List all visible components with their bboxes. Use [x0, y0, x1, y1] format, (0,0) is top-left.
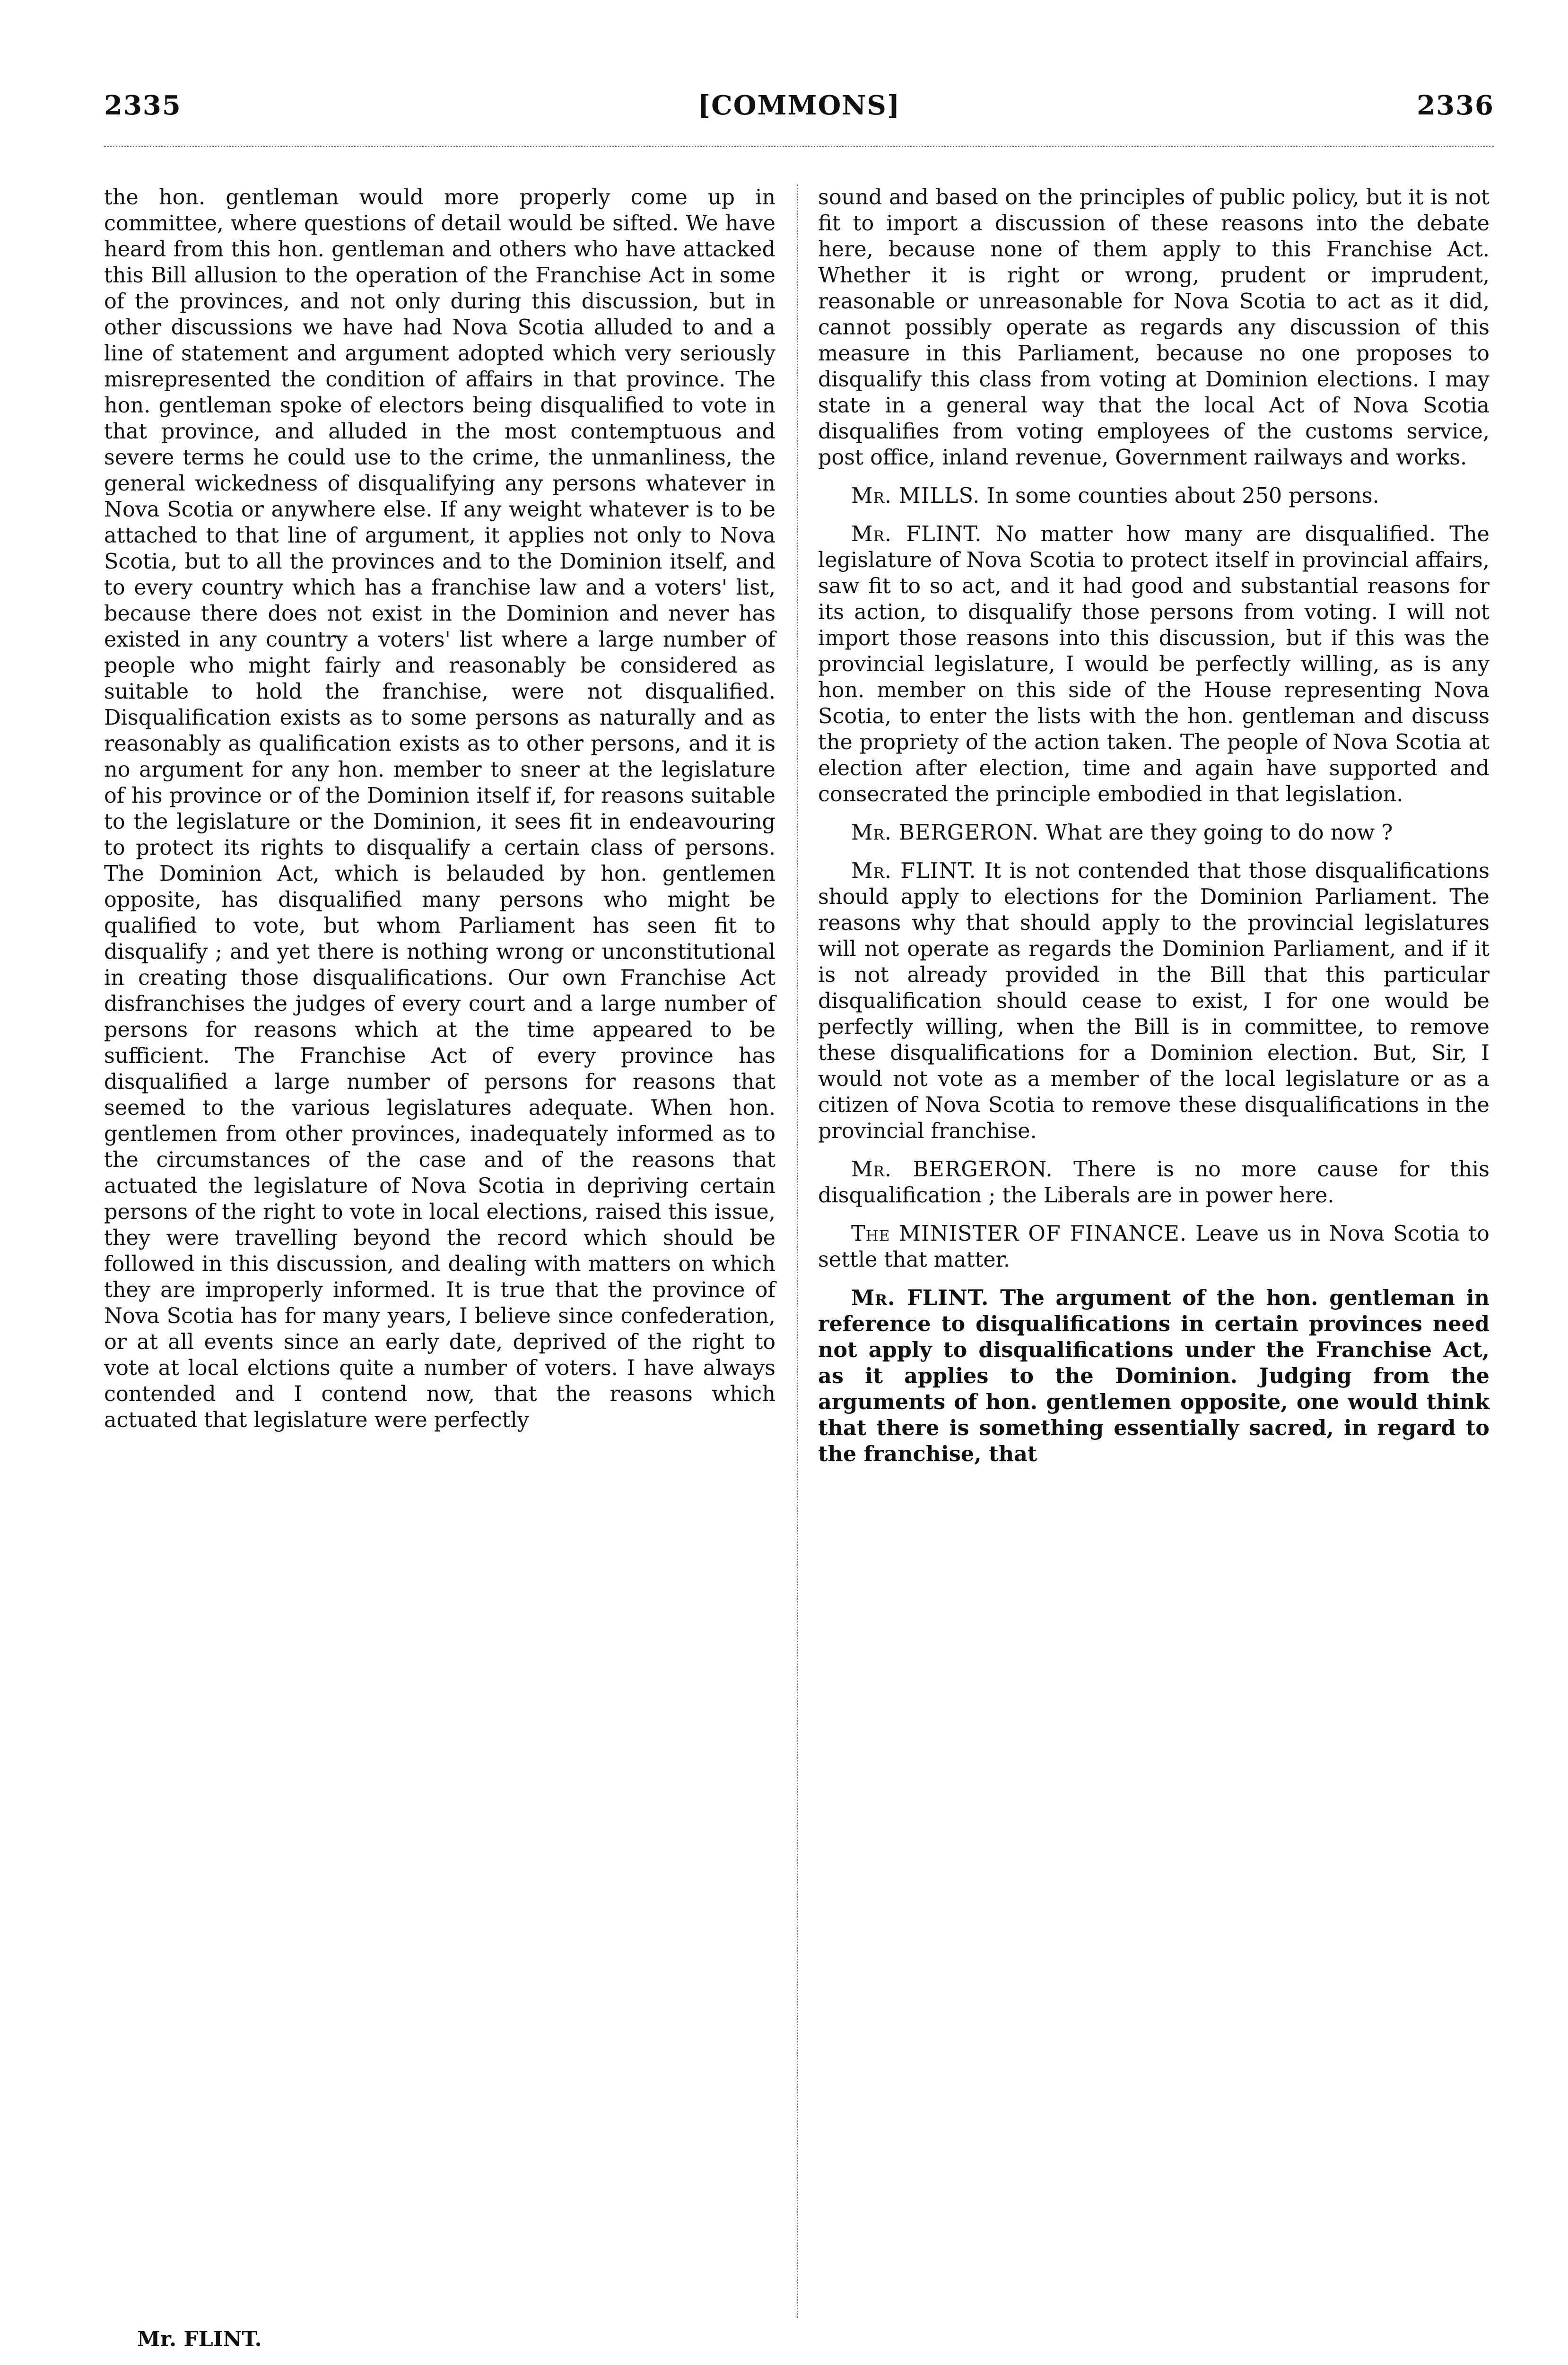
speech-text: There is no more cause for this disqualification ; the Liberals are in power here.	[818, 1157, 1490, 1208]
speech-text: What are they going to do now ?	[1045, 821, 1393, 845]
left-paragraph-1: the hon. gentleman would more properly come up in committee, where questions of detail would be sifted. We have heard from this hon. gentleman and others who have attacked this Bill allusion to the operation of the Franchise Act in some of the provinces, and not only during this discussion, but in other discussions we have had Nova Scotia alluded to and a line of statement and argument adopted which very seriously misrepresented the condition of affairs in that province. The hon. gentleman spoke of electors being disqualified to vote in that province, and alluded in the most contemptuous and severe terms he could use to the crime, the unmanliness, the general wickedness of disqualifying any persons whatever in Nova Scotia or anywhere else. If any weight whatever is to be attached to that line of argument, it applies not only to Nova Scotia, but to all the provinces and to the Dominion itself, and to every country which has a franchise law and a voters' list, because there does not exist in the Dominion and never has existed in any country a voters' list where a large number of people who might fairly and reasonably be considered as suitable to hold the franchise, were not disqualified. Disqualification exists as to some persons as naturally and as reasonably as qualification exists as to other persons, and it is no argument for any hon. member to sneer at the legislature of his province or of the Dominion itself if, for reasons suitable to the legislature or the Dominion, it sees fit in endeavouring to protect its rights to disqualify a certain class of persons. The Dominion Act, which is belauded by hon. gentlemen opposite, has disqualified many persons who might be qualified to vote, but whom Parliament has seen fit to disqualify ; and yet there is nothing wrong or unconstitutional in creating those disqualifications. Our own Franchise Act disfranchises the judges of every court and a large number of persons for reasons which at the time appeared to be sufficient. The Franchise Act of every province has disqualified a large number of persons for reasons that seemed to the various legislatures adequate. When hon. gentlemen from other provinces, inadequately informed as to the circumstances of the case and of the reasons that actuated the legislature of Nova Scotia in depriving certain persons of the right to vote in local elections, raised this issue, they were travelling beyond the record which should be followed in this discussion, and dealing with matters on which they are improperly informed. It is true that the province of Nova Scotia has for many years, I believe since confederation, or at all events since an early date, deprived of the right to vote at local elctions quite a number of voters. I have always contended and I contend now, that the reasons which actuated that legislature were perfectly	[104, 185, 775, 1432]
left-page-number: 2335	[104, 90, 182, 121]
speech-flint-1	[818, 521, 1490, 807]
speaker-name: Mr. BERGERON.	[851, 1157, 1053, 1182]
speech-text: It is not contended that those disqualifications should apply to elections for the Dominion Parliament. The reasons why that should apply to the provincial legislatures will not operate as regards the Dominion Parliament, and if it is not already provided in the Bill that this particular disqualification should cease to exist, I for one would be perfectly willing, when the Bill is in committee, to remove these disqualifications for a Dominion election. But, Sir, I would not vote as a member of the local legislature or as a citizen of Nova Scotia to remove these disqualifications in the provincial franchise.	[818, 859, 1490, 1143]
speech-flint-2	[818, 858, 1490, 1144]
speech-bergeron-1	[818, 820, 1490, 846]
right-column	[818, 184, 1490, 1480]
speech-mills	[818, 483, 1490, 509]
column-divider	[797, 184, 798, 2318]
left-column	[104, 184, 775, 1445]
speaker-name: Mr. FLINT.	[851, 1286, 989, 1310]
page-header	[104, 90, 1494, 132]
speaker-name: The MINISTER OF FINANCE.	[851, 1222, 1187, 1246]
speech-text: In some counties about 250 persons.	[986, 484, 1379, 508]
header-title: [COMMONS]	[697, 90, 901, 121]
right-page-number: 2336	[1417, 90, 1494, 121]
speaker-name: Mr. FLINT.	[851, 859, 976, 883]
speech-text: The argument of the hon. gentleman in reference to disqualifications in certain provinces need not apply to disqualifications under the Franchise Act, as it applies to the Dominion. Judging from the arguments of hon. gentlemen opposite, one would think that there is something essentially sacred, in regard to the franchise, that	[818, 1286, 1490, 1466]
speaker-name: Mr. MILLS.	[851, 484, 980, 508]
speaker-name: Mr. BERGERON.	[851, 821, 1039, 845]
speech-bergeron-2	[818, 1156, 1490, 1209]
right-paragraph-1: sound and based on the principles of public policy, but it is not fit to import a discussion of these reasons into the debate here, because none of them apply to this Franchise Act. Whether it is right or wrong, prudent or imprudent, reasonable or unreasonable for Nova Scotia to act as it did, cannot possibly operate as regards any discussion of this measure in this Parliament, because no one proposes to disqualify this class from voting at Dominion elections. I may state in a general way that the local Act of Nova Scotia disqualifies from voting employees of the customs service, post office, inland revenue, Government railways and works.	[818, 185, 1490, 470]
speech-text: Leave us in Nova Scotia to settle that matter.	[818, 1222, 1490, 1272]
header-rule	[104, 146, 1494, 147]
speech-minister-of-finance	[818, 1221, 1490, 1273]
speech-flint-3	[818, 1285, 1490, 1467]
footer-speaker-ref: Mr. FLINT.	[137, 2327, 262, 2351]
hansard-page	[104, 90, 1494, 2360]
speaker-name: Mr. FLINT.	[851, 522, 982, 546]
speech-text: No matter how many are disqualified. The legislature of Nova Scotia to protect itself in provincial affairs, saw fit to so act, and it had good and substantial reasons for its action, to disqualify those persons from voting. I will not import those reasons into this discussion, but if this was the provincial legislature, I would be perfectly willing, as is any hon. member on this side of the House representing Nova Scotia, to enter the lists with the hon. gentleman and discuss the propriety of the action taken. The people of Nova Scotia at election after election, time and again have supported and consecrated the principle embodied in that legislation.	[818, 522, 1490, 806]
